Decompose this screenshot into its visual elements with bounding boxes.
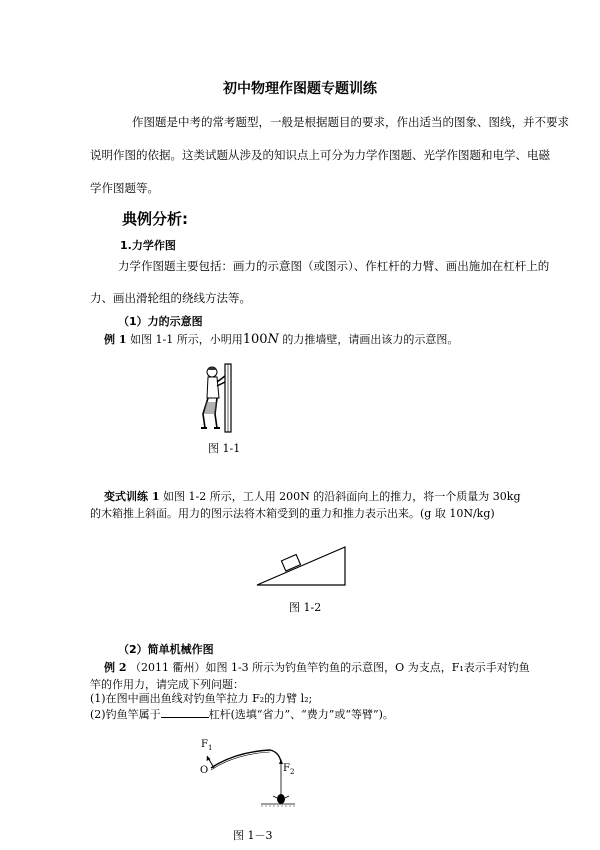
part-2-heading: （2）简单机械作图 (118, 643, 214, 656)
example-1 (104, 331, 458, 347)
example-2-text-1: （2011 衢州）如图 1-3 所示为钓鱼竿钓鱼的示意图，O 为支点，F₁表示手对钓鱼 (129, 661, 530, 674)
subsection-1-text-1: 力学作图题主要包括：画力的示意图（或图示）、作杠杆的力臂、画出施加在杠杆上的 (118, 259, 550, 273)
example-1-text-b: 的力推墙壁，请画出该力的示意图。 (282, 333, 459, 346)
subsection-1-heading: 1.力学作图 (120, 239, 176, 252)
answer-blank[interactable] (161, 707, 209, 718)
part-1-heading: （1）力的示意图 (118, 315, 203, 328)
variant-1-label: 变式训练 1 (104, 490, 160, 503)
intro-line-3: 学作图题等。 (90, 181, 159, 195)
variant-1-text-2: 的木箱推上斜面。用力的图示法将木箱受到的重力和推力表示出来。(g 取 10N/kg) (90, 507, 495, 520)
example-2-label: 例 2 (104, 661, 127, 674)
example-1-unit: N (267, 332, 279, 347)
figure-1-1-boy-pushing-wall (195, 362, 255, 434)
example-2-question-2 (90, 706, 394, 722)
fig3-label-f1: $F_1$ (201, 739, 213, 752)
example-1-force: 100 (242, 332, 268, 347)
variant-1-text-1: 如图 1-2 所示，工人用 200N 的沿斜面向上的推力，将一个质量为 30kg (162, 490, 521, 503)
example-1-text-a: 如图 1-1 所示，小明用 (129, 333, 243, 346)
example-2-line-1 (104, 659, 530, 675)
subsection-1-text-2: 力、画出滑轮组的绕线方法等。 (90, 291, 251, 305)
example-1-label: 例 1 (104, 333, 127, 346)
page-title: 初中物理作图题专题训练 (223, 81, 377, 97)
figure-1-3-caption: 图 1－3 (233, 829, 273, 842)
example-2-question-1: (1)在图中画出鱼线对钓鱼竿拉力 F₂的力臂 l₂; (90, 692, 313, 705)
question-2-after: 杠杆(选填“省力”、“费力”或“等臂”)。 (208, 708, 394, 721)
fig3-label-o: O (200, 765, 209, 776)
figure-1-1-caption: 图 1-1 (208, 442, 241, 455)
variant-1-line-1 (104, 488, 521, 504)
figure-1-2-caption: 图 1-2 (289, 601, 322, 614)
intro-line-1: 作图题是中考的常考题型，一般是根据题目的要求，作出适当的图象、图线，并不要求 (132, 115, 569, 129)
section-heading: 典例分析: (122, 210, 188, 228)
example-2-text-2: 竿的作用力，请完成下列问题： (90, 678, 244, 691)
intro-line-2: 说明作图的依据。这类试题从涉及的知识点上可分为力学作图题、光学作图题和电学、电磁 (90, 148, 550, 162)
question-2-before: (2)钓鱼竿属于 (90, 708, 161, 721)
figure-1-2-incline (255, 545, 350, 587)
fig3-label-f2: $F_2$ (283, 763, 295, 776)
